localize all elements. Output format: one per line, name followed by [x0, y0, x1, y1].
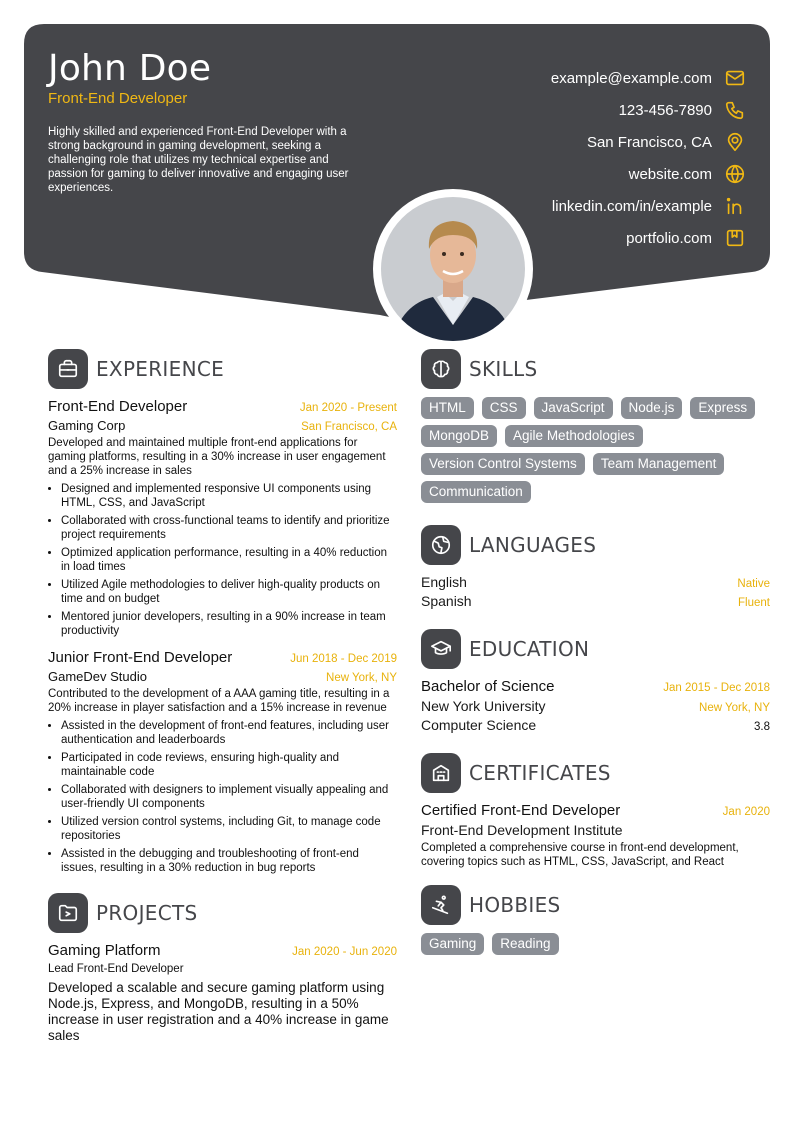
certificate-building-icon	[421, 753, 461, 793]
experience-entry-2	[48, 649, 397, 875]
skills-section-header	[421, 349, 770, 389]
location-pin-icon	[724, 131, 746, 153]
job-bullets	[48, 719, 397, 875]
job-dates: Jan 2020 - Present	[299, 402, 397, 414]
profile-photo-frame	[373, 189, 533, 349]
school-location: New York, NY	[699, 702, 770, 714]
skill-tag: Team Management	[593, 453, 725, 475]
list-item: • Optimized application performance, resulting in a 40% reduction in load times	[61, 546, 397, 574]
languages-list	[421, 574, 770, 609]
field-of-study: Computer Science	[421, 717, 537, 733]
phone-icon	[724, 99, 746, 121]
job-company: GameDev Studio	[48, 669, 147, 684]
contact-email[interactable]	[426, 62, 746, 94]
list-item: • Participated in code reviews, ensuring high-quality and maintainable code	[61, 751, 397, 779]
job-location: San Francisco, CA	[301, 421, 397, 433]
language-level: Native	[737, 578, 770, 590]
school-name: New York University	[421, 698, 546, 714]
projects-section-header	[48, 893, 397, 933]
projects-title: PROJECTS	[96, 901, 198, 925]
hobby-tag: Reading	[492, 933, 558, 955]
languages-section-header	[421, 525, 770, 565]
education-dates: Jan 2015 - Dec 2018	[663, 682, 770, 694]
certificate-issuer: Front-End Development Institute	[421, 822, 623, 838]
skill-tag: CSS	[482, 397, 526, 419]
list-item: • Utilized Agile methodologies to deliver high-quality products on time and on budget	[61, 578, 397, 606]
experience-title: EXPERIENCE	[96, 357, 225, 381]
skill-tag: Express	[690, 397, 755, 419]
folder-icon	[48, 893, 88, 933]
candidate-role: Front-End Developer	[48, 90, 188, 107]
project-description: Developed a scalable and secure gaming platform using Node.js, Express, and MongoDB, resulting in a 50% increase in user registration and a 40% increase in game sales	[48, 980, 389, 1043]
job-description: Contributed to the development of a AAA gaming title, resulting in a 20% increase in player satisfaction and a 15% increase in revenue	[48, 688, 390, 714]
skills-tags	[421, 397, 770, 503]
gpa: 3.8	[754, 721, 770, 733]
contact-email-text: example@example.com	[550, 69, 712, 87]
skill-tag: MongoDB	[421, 425, 497, 447]
language-level: Fluent	[738, 597, 770, 609]
job-bullets	[48, 482, 397, 638]
certificate-date: Jan 2020	[722, 806, 770, 818]
hobbies-tags	[421, 933, 770, 955]
candidate-name: John Doe	[48, 48, 212, 89]
certificates-title: CERTIFICATES	[469, 761, 611, 785]
skill-tag: Agile Methodologies	[505, 425, 643, 447]
education-section-header	[421, 629, 770, 669]
right-column	[421, 349, 770, 955]
job-company: Gaming Corp	[48, 418, 126, 433]
linkedin-icon	[724, 195, 746, 217]
summary-text: Highly skilled and experienced Front-End Developer with a strong background in gaming development, seeking a challenging role that utilizes my technical expertise and passion for gaming to deliver innovative and engaging user experiences.	[48, 126, 349, 194]
language-row	[421, 593, 770, 609]
bookmark-icon	[724, 227, 746, 249]
briefcase-icon	[48, 349, 88, 389]
skill-tag: Communication	[421, 481, 531, 503]
skill-tag: Node.js	[621, 397, 683, 419]
skill-tag: HTML	[421, 397, 474, 419]
project-role: Lead Front-End Developer	[48, 963, 184, 975]
education-title: EDUCATION	[469, 637, 590, 661]
list-item: • Designed and implemented responsive UI components using HTML, CSS, and JavaScript	[61, 482, 397, 510]
list-item: • Collaborated with cross-functional teams to identify and prioritize project requirements	[61, 514, 397, 542]
language-row	[421, 574, 770, 590]
hobbies-section-header	[421, 885, 770, 925]
skills-title: SKILLS	[469, 357, 538, 381]
contact-phone-text: 123-456-7890	[618, 101, 712, 119]
experience-section-header	[48, 349, 397, 389]
certificate-name: Certified Front-End Developer	[421, 802, 621, 819]
job-dates: Jun 2018 - Dec 2019	[290, 653, 397, 665]
contact-location-text: San Francisco, CA	[586, 133, 712, 151]
education-entry	[421, 678, 770, 733]
list-item: • Assisted in the debugging and troubleshooting of front-end issues, resulting in a 30% reduction in bug reports	[61, 847, 397, 875]
project-name: Gaming Platform	[48, 942, 161, 959]
project-dates: Jan 2020 - Jun 2020	[292, 946, 397, 958]
skill-tag: JavaScript	[534, 397, 613, 419]
skill-tag: Version Control Systems	[421, 453, 585, 475]
language-name: English	[421, 574, 467, 590]
degree: Bachelor of Science	[421, 678, 555, 695]
list-item: • Collaborated with designers to implement visually appealing and user-friendly UI components	[61, 783, 397, 811]
mail-icon	[724, 67, 746, 89]
contact-website-text: website.com	[628, 165, 712, 183]
hobby-tag: Gaming	[421, 933, 484, 955]
certificate-entry	[421, 802, 770, 869]
contact-phone[interactable]	[426, 94, 746, 126]
contact-website[interactable]	[426, 158, 746, 190]
graduation-cap-icon	[421, 629, 461, 669]
brain-icon	[421, 349, 461, 389]
left-column	[48, 349, 397, 1044]
list-item: • Mentored junior developers, resulting in a 90% increase in team productivity	[61, 610, 397, 638]
experience-entry-1	[48, 398, 397, 638]
list-item: • Assisted in the development of front-end features, including user authentication and leaderboards	[61, 719, 397, 747]
globe-icon	[724, 163, 746, 185]
hobbies-title: HOBBIES	[469, 893, 561, 917]
language-globe-icon	[421, 525, 461, 565]
contact-portfolio-text: portfolio.com	[626, 229, 712, 247]
language-name: Spanish	[421, 593, 472, 609]
profile-photo	[381, 197, 525, 341]
certificates-section-header	[421, 753, 770, 793]
job-location: New York, NY	[326, 672, 397, 684]
job-title: Junior Front-End Developer	[48, 649, 233, 666]
job-title: Front-End Developer	[48, 398, 188, 415]
certificate-description: Completed a comprehensive course in front-end development, covering topics such as HTML, CSS, JavaScript, and React	[421, 842, 739, 868]
contact-linkedin-text: linkedin.com/in/example	[551, 197, 712, 215]
languages-title: LANGUAGES	[469, 533, 597, 557]
project-entry	[48, 942, 397, 1044]
contact-location[interactable]	[426, 126, 746, 158]
skier-icon	[421, 885, 461, 925]
job-description: Developed and maintained multiple front-end applications for gaming platforms, resulting in a 30% increase in user engagement and a 25% increase in sales	[48, 437, 386, 477]
list-item: • Utilized version control systems, including Git, to manage code repositories	[61, 815, 397, 843]
